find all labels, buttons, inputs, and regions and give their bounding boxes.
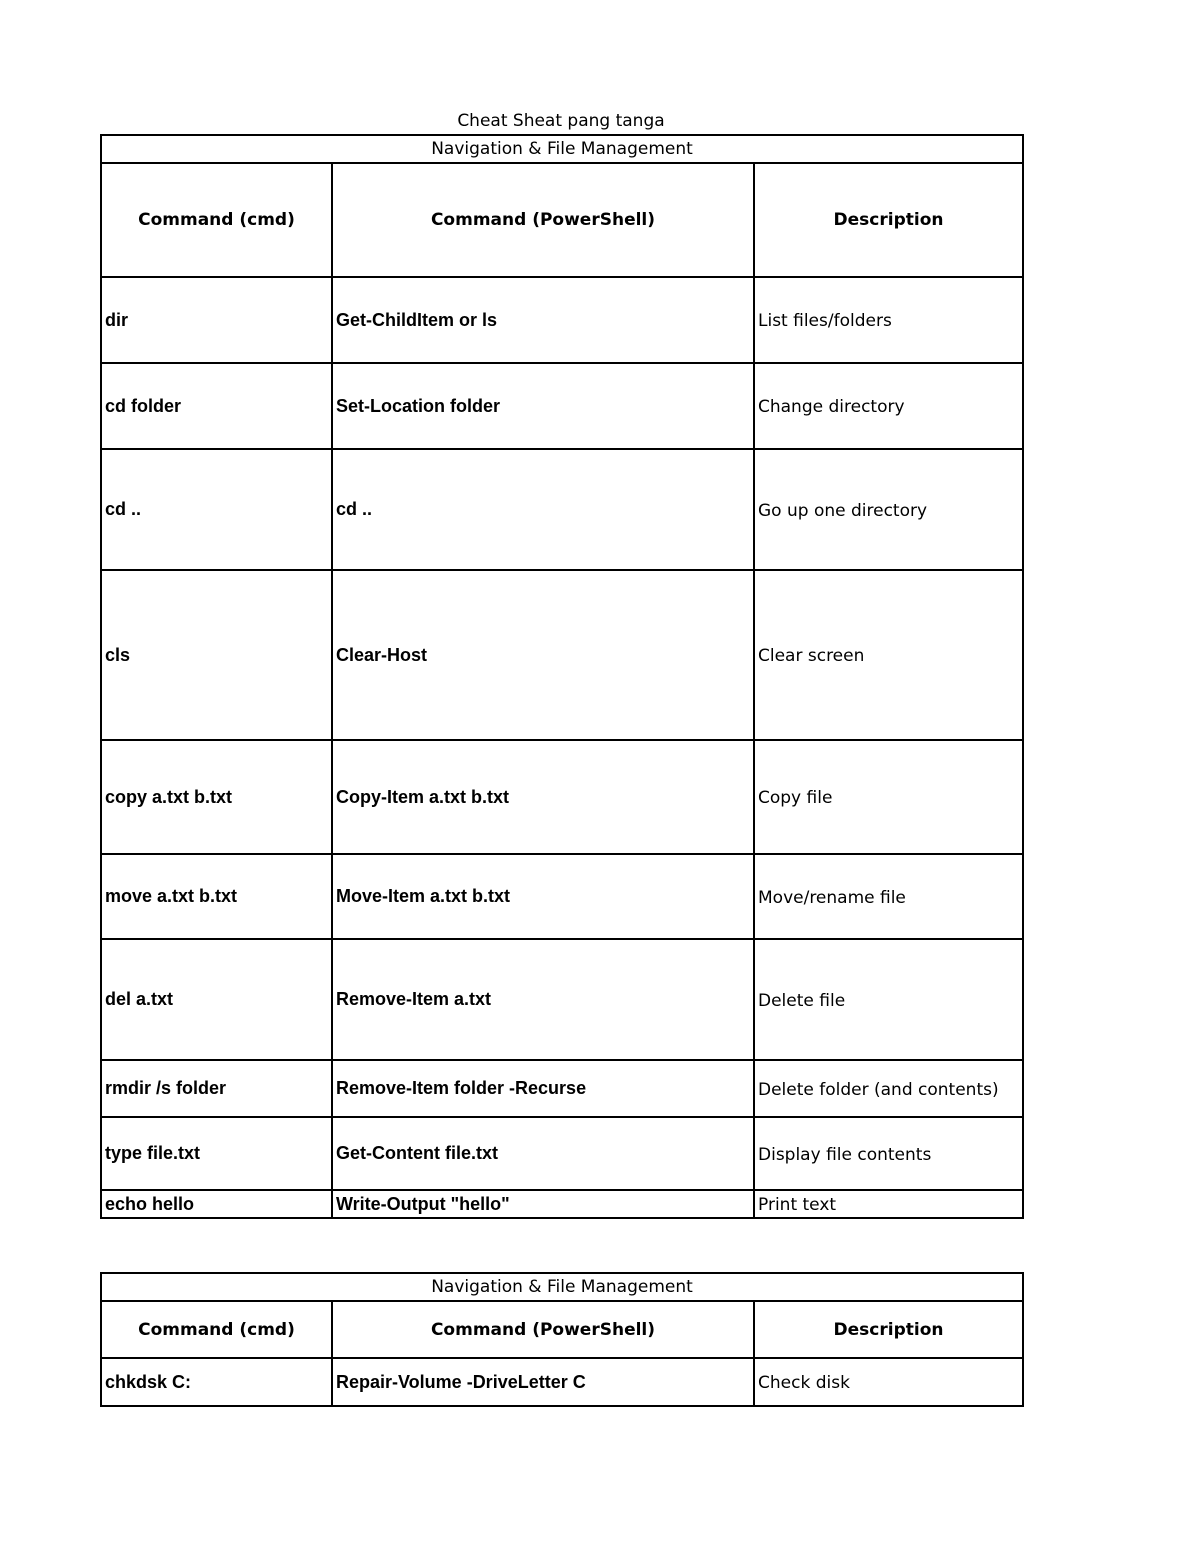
table-row [101,1358,1023,1406]
page-title: Cheat Sheat pang tanga [457,111,665,131]
powershell-cell: Get-ChildItem or ls [332,277,754,363]
description-text: Display file contents [758,1144,932,1165]
description-cell [754,1117,1023,1190]
column-header-powershell: Command (PowerShell) [332,1301,754,1358]
column-header-powershell: Command (PowerShell) [332,163,754,277]
powershell-cell: Move-Item a.txt b.txt [332,854,754,939]
column-header-cmd: Command (cmd) [101,1301,332,1358]
description-cell [754,1190,1023,1218]
description-text: Delete file [758,990,846,1011]
powershell-cell: Copy-Item a.txt b.txt [332,740,754,854]
cmd-cell: echo hello [101,1190,332,1218]
description-text: Delete folder (and contents) [758,1079,999,1100]
powershell-cell: Clear-Host [332,570,754,740]
cmd-cell: copy a.txt b.txt [101,740,332,854]
description-cell [754,854,1023,939]
table-row [101,1190,1023,1218]
powershell-cell: Remove-Item a.txt [332,939,754,1060]
cmd-cell: move a.txt b.txt [101,854,332,939]
section-title: Navigation & File Management [101,135,1023,163]
table-row [101,740,1023,854]
commands-table-disk [100,1272,1024,1407]
table-row [101,449,1023,570]
powershell-cell: cd .. [332,449,754,570]
section-title: Navigation & File Management [101,1273,1023,1301]
cmd-cell: cd folder [101,363,332,449]
cmd-cell: rmdir /s folder [101,1060,332,1117]
powershell-cell: Write-Output "hello" [332,1190,754,1218]
commands-table-navigation [100,134,1024,1219]
cmd-cell: del a.txt [101,939,332,1060]
powershell-cell: Get-Content file.txt [332,1117,754,1190]
header-row [101,1301,1023,1358]
table-row [101,1060,1023,1117]
description-cell [754,939,1023,1060]
powershell-cell: Remove-Item folder -Recurse [332,1060,754,1117]
cmd-cell: chkdsk C: [101,1358,332,1406]
section-title-row [101,1273,1023,1301]
header-row [101,163,1023,277]
description-text: Change directory [758,397,905,417]
description-cell [754,1358,1023,1406]
description-cell [754,1060,1023,1117]
column-header-description: Description [754,163,1023,277]
description-text: Go up one directory [758,500,928,521]
description-text: Print text [758,1195,837,1215]
powershell-cell: Set-Location folder [332,363,754,449]
cmd-cell: dir [101,277,332,363]
table-row [101,363,1023,449]
table-row [101,277,1023,363]
description-text: Clear screen [758,646,865,666]
description-text: List files/folders [758,311,892,331]
description-text: Copy file [758,788,833,808]
description-cell [754,570,1023,740]
column-header-cmd: Command (cmd) [101,163,332,277]
table-row [101,939,1023,1060]
powershell-cell: Repair-Volume -DriveLetter C [332,1358,754,1406]
column-header-description: Description [754,1301,1023,1358]
description-text: Check disk [758,1373,850,1393]
table-row [101,854,1023,939]
cmd-cell: cd .. [101,449,332,570]
description-cell [754,740,1023,854]
description-cell [754,277,1023,363]
description-cell [754,449,1023,570]
description-cell [754,363,1023,449]
section-title-row [101,135,1023,163]
table-row [101,1117,1023,1190]
table-row [101,570,1023,740]
cmd-cell: cls [101,570,332,740]
cmd-cell: type file.txt [101,1117,332,1190]
description-text: Move/rename file [758,887,906,908]
